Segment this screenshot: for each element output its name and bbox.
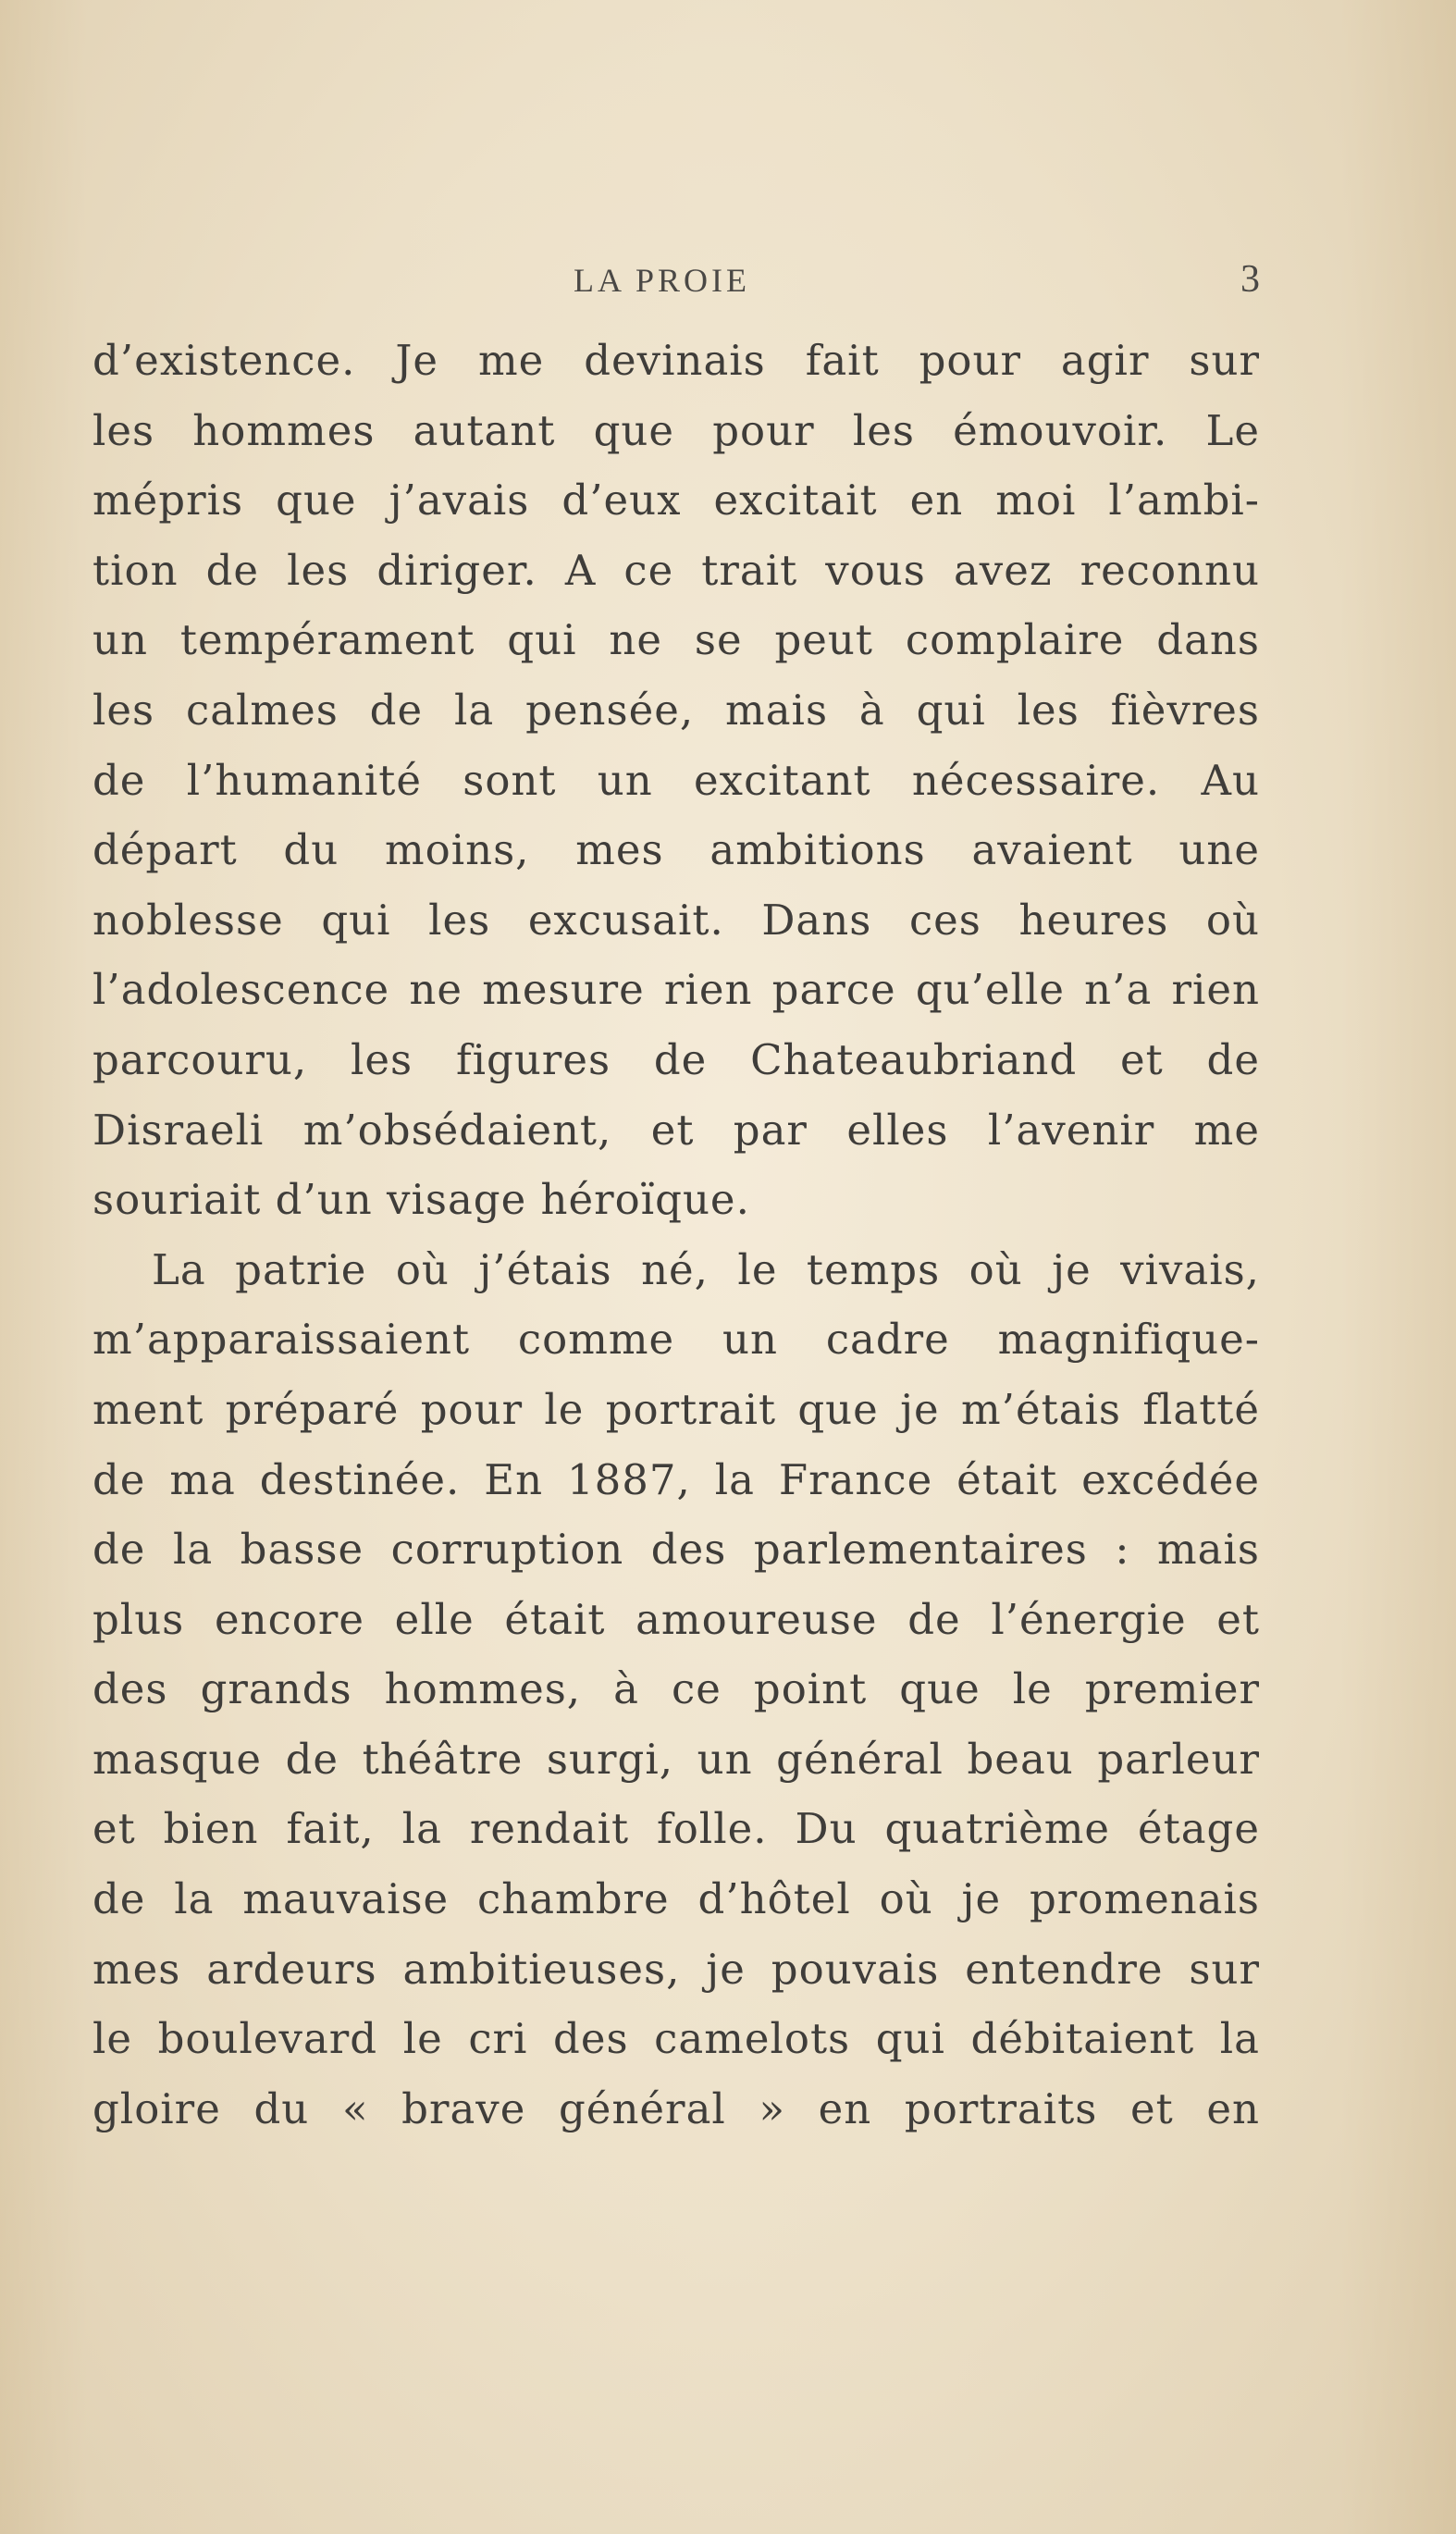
text-line: les hommes autant que pour les émouvoir. Le (93, 405, 1260, 455)
text-line: l’adolescence ne mesure rien parce qu’elle n’a rien (93, 965, 1260, 1015)
text-line: de la basse corruption des parlementaires : mais (93, 1525, 1260, 1575)
text-line: tion de les diriger. A ce trait vous avez reconnu (93, 545, 1260, 595)
text-line: masque de théâtre surgi, un général beau parleur (93, 1734, 1260, 1784)
text-line: mépris que j’avais d’eux excitait en moi l’ambi- (93, 476, 1260, 525)
text-line: de la mauvaise chambre d’hôtel où je promenais (93, 1874, 1260, 1924)
body-text (93, 326, 1260, 2144)
text-line: plus encore elle était amoureuse de l’énergie et (93, 1594, 1260, 1644)
text-line: de ma destinée. En 1887, la France était excédée (93, 1454, 1260, 1504)
paragraph (93, 326, 1260, 1235)
text-line: parcouru, les figures de Chateaubriand et de (93, 1034, 1260, 1084)
running-title: LA PROIE (574, 262, 751, 299)
text-line: le boulevard le cri des camelots qui débitaient la (93, 2014, 1260, 2064)
text-line: mes ardeurs ambitieuses, je pouvais entendre sur (93, 1944, 1260, 1994)
paragraph (93, 1235, 1260, 2145)
text-line: m’apparaissaient comme un cadre magnifique- (93, 1315, 1260, 1365)
text-line: Disraeli m’obsédaient, et par elles l’avenir me (93, 1105, 1260, 1155)
text-line: et bien fait, la rendait folle. Du quatrième étage (93, 1804, 1260, 1854)
text-line: gloire du « brave général » en portraits et en (93, 2083, 1260, 2133)
text-line: ment préparé pour le portrait que je m’étais flatté (93, 1384, 1260, 1434)
text-line: souriait d’un visage héroïque. (93, 1175, 750, 1225)
text-line: des grands hommes, à ce point que le premier (93, 1664, 1260, 1714)
text-line: de l’humanité sont un excitant nécessaire. Au (93, 755, 1260, 805)
text-line: départ du moins, mes ambitions avaient une (93, 825, 1260, 875)
page-number: 3 (1240, 258, 1260, 301)
text-line: La patrie où j’étais né, le temps où je vivais, (152, 1244, 1260, 1294)
text-line: les calmes de la pensée, mais à qui les fièvres (93, 685, 1260, 735)
text-line: un tempérament qui ne se peut complaire dans (93, 615, 1260, 665)
text-line: noblesse qui les excusait. Dans ces heures où (93, 895, 1260, 945)
text-line: d’existence. Je me devinais fait pour agir sur (93, 336, 1260, 385)
running-header (93, 258, 1260, 301)
